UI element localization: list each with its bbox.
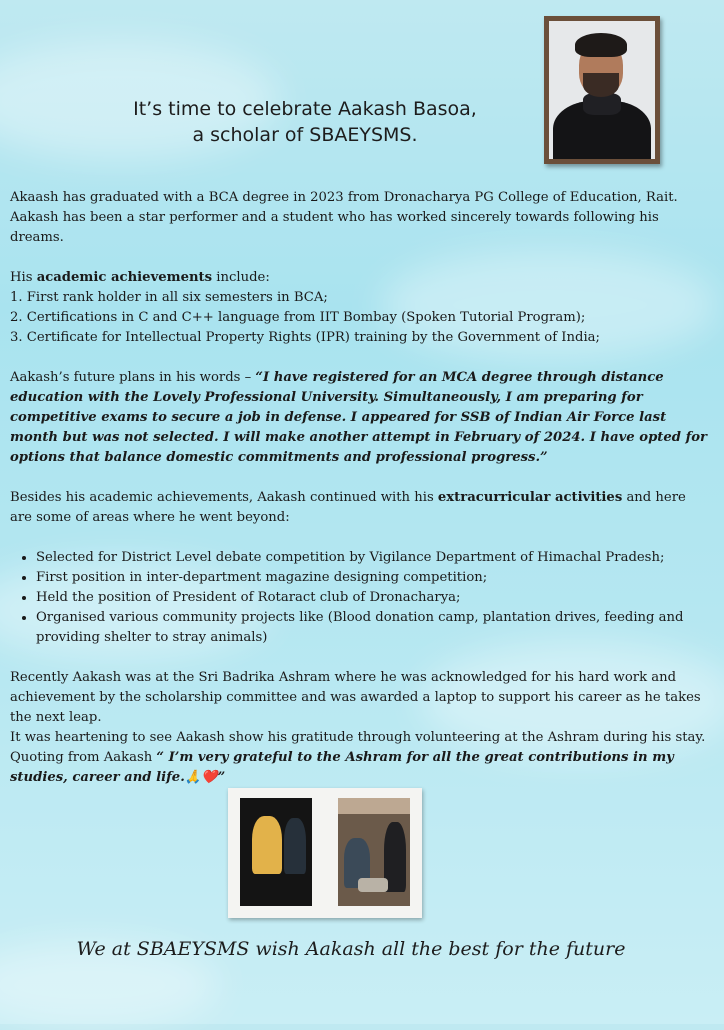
academic-lead-post: include:: [212, 270, 270, 285]
list-item: • Held the position of President of Rotaract club of Dronacharya;: [36, 588, 710, 608]
future-lead: Aakash’s future plans in his words –: [10, 370, 256, 385]
extracurricular-list: [10, 548, 710, 648]
recent-paragraph: Recently Aakash was at the Sri Badrika Ashram where he was acknowledged for his hard work and achievement by the scholarship committee and was awarded a laptop to support his career as he takes the next leap.: [10, 670, 701, 725]
closing-message: We at SBAEYSMS wish Aakash all the best for the future: [76, 938, 626, 960]
volunteering-photo: [338, 798, 410, 906]
extracurricular-lead-bold: extracurricular activities: [437, 490, 623, 505]
extracurricular-lead-pre: Besides his academic achievements, Aakash continued with his: [10, 490, 438, 505]
academic-lead-pre: His: [10, 270, 37, 285]
academic-lead-bold: academic achievements: [36, 270, 213, 285]
list-item: • Selected for District Level debate competition by Vigilance Department of Himachal Pradesh;: [36, 548, 710, 568]
intro-line-1: Akaash has graduated with a BCA degree in 2023 from Dronacharya PG College of Education, Rait.: [10, 190, 678, 205]
extracurricular-lead-post: and here are some of areas where he went beyond:: [10, 490, 686, 525]
future-plans: [10, 368, 710, 468]
recent-volunteering: It was heartening to see Aakash show his gratitude through volunteering at the Ashram during his stay.: [10, 730, 706, 745]
page-title: [60, 96, 550, 148]
academic-item: 1. First rank holder in all six semesters in BCA;: [10, 290, 328, 305]
laptop-award-photo: [240, 798, 312, 906]
gratitude-quote: “ I’m very grateful to the Ashram for all the great contributions in my studies, career and life.🙏❤️”: [10, 750, 674, 785]
academic-item: 3. Certificate for Intellectual Property Rights (IPR) training by the Government of India;: [10, 330, 600, 345]
title-line-1: It’s time to celebrate Aakash Basoa,: [133, 98, 477, 120]
closing-quote: [10, 748, 710, 788]
title-line-2: a scholar of SBAEYSMS.: [192, 124, 418, 146]
list-item: • First position in inter-department magazine designing competition;: [36, 568, 710, 588]
scholar-portrait: [544, 16, 660, 164]
quote-lead: Quoting from Aakash: [10, 750, 157, 765]
article-body: [10, 188, 710, 788]
ashram-photos: [228, 788, 422, 918]
future-quote: “I have registered for an MCA degree through distance education with the Lovely Professional University. Simultaneously, I am preparing for competitive exams to secure a job in defense. I appeared for SSB of Indian Air Force last month but was not selected. I will make another attempt in February of 2024. I have opted for options that balance domestic commitments and professional progress.”: [10, 370, 708, 465]
list-item: • Organised various community projects like (Blood donation camp, plantation drives, feeding and providing shelter to stray animals): [36, 608, 710, 648]
academic-item: 2. Certifications in C and C++ language from IIT Bombay (Spoken Tutorial Program);: [10, 310, 586, 325]
academic-lead: [10, 268, 710, 288]
extracurricular-lead: [10, 488, 710, 528]
intro-line-2: Aakash has been a star performer and a student who has worked sincerely towards following his dreams.: [10, 210, 659, 245]
